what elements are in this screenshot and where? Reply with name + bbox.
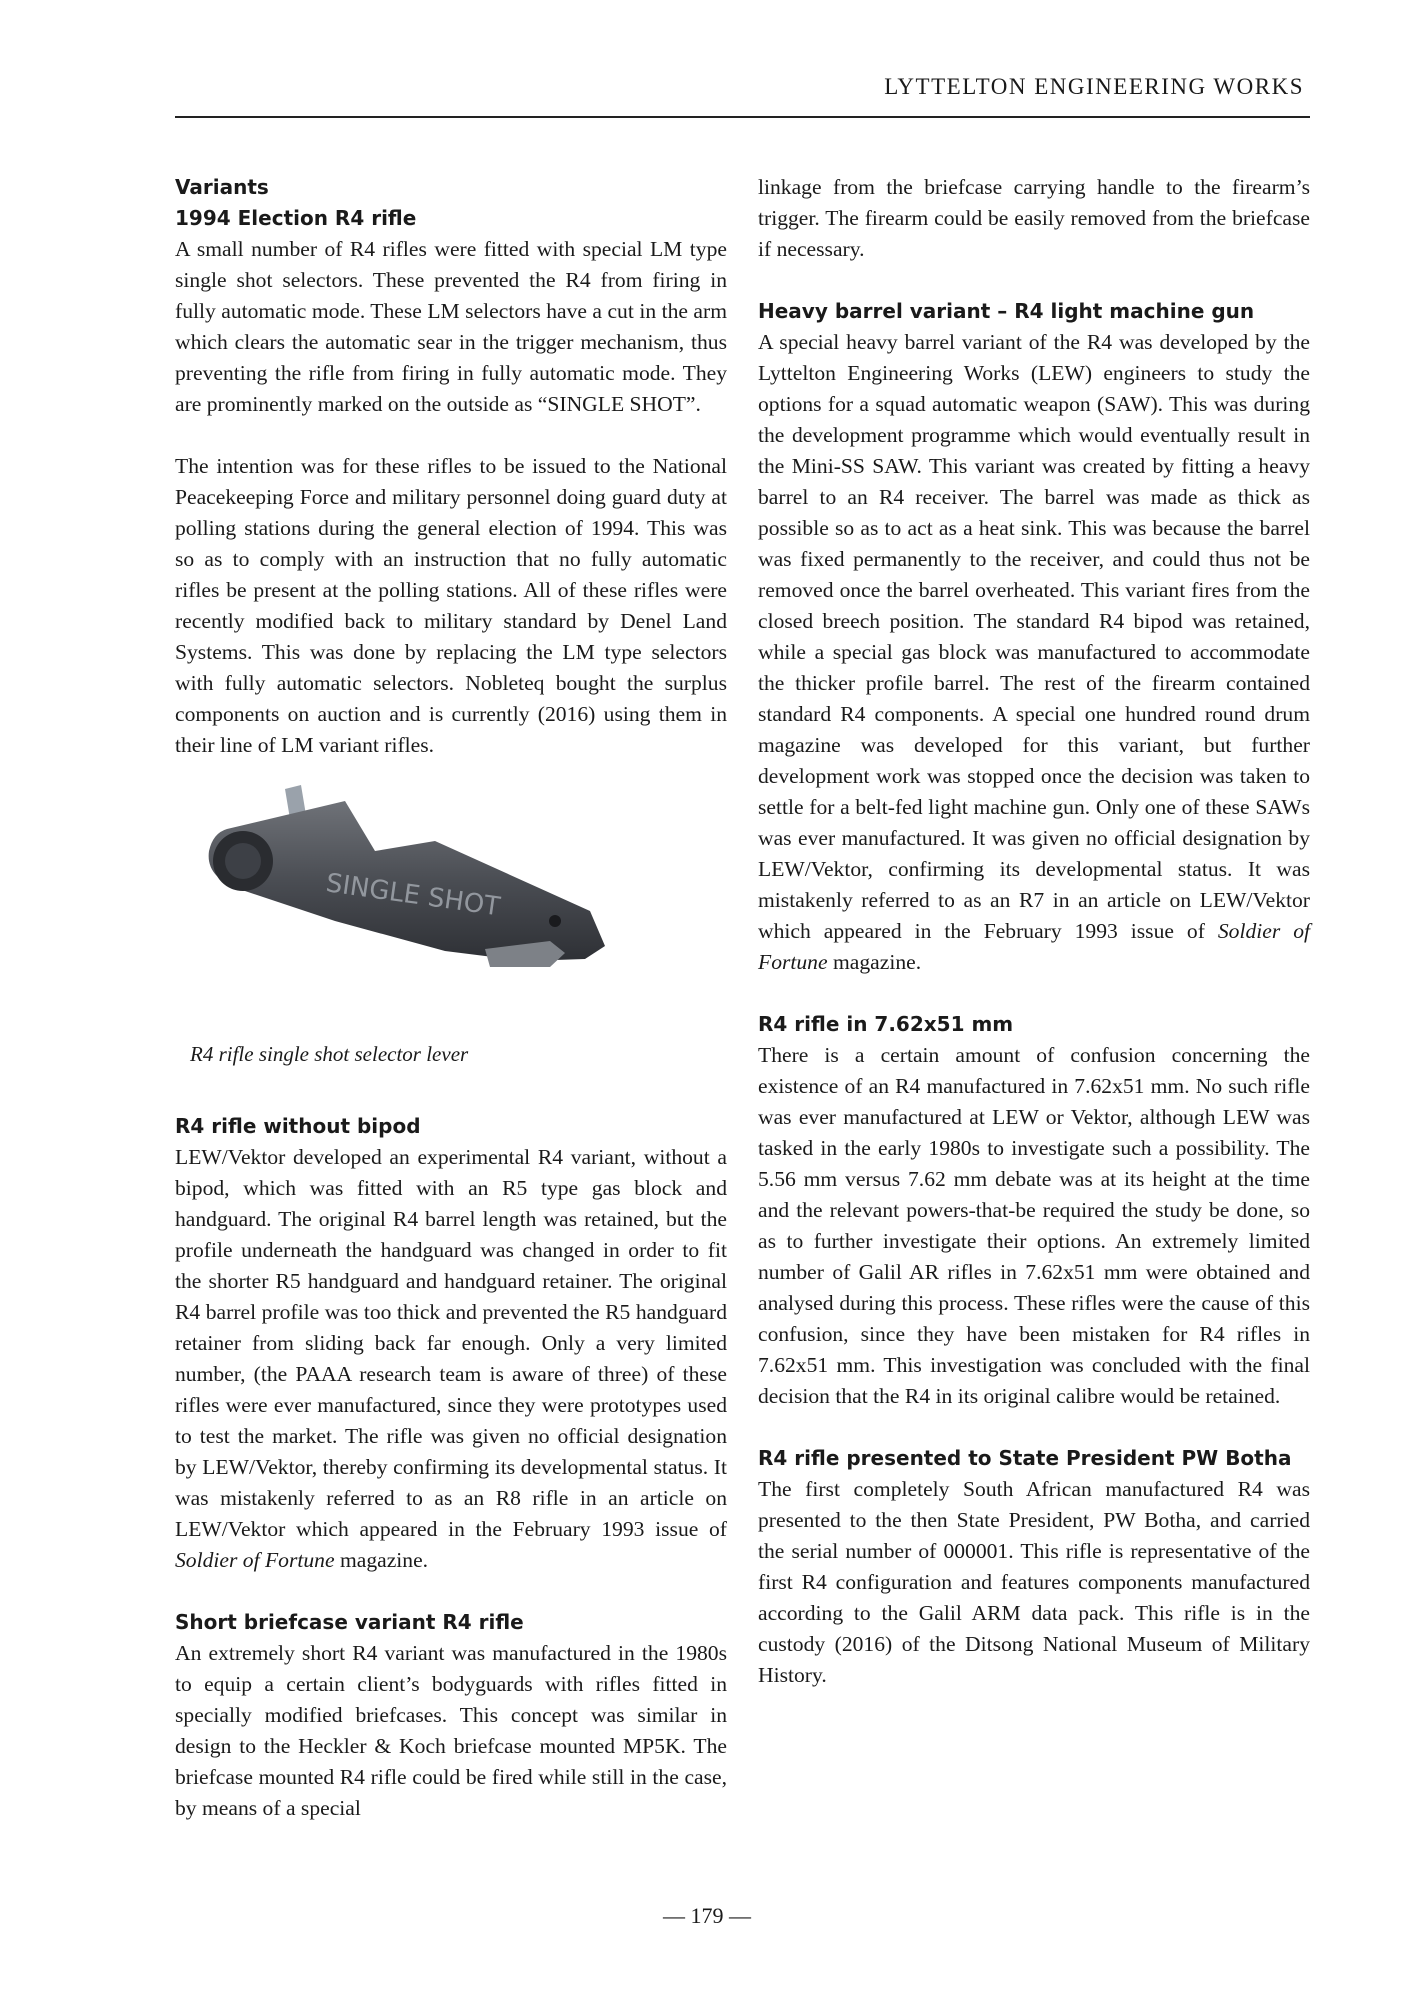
subheading-heavy-barrel: Heavy barrel variant – R4 light machine gun <box>758 299 1255 323</box>
subheading-pw-botha: R4 rifle presented to State President PW Botha <box>758 1446 1292 1470</box>
selector-marking-text: SINGLE SHOT <box>324 868 502 923</box>
page-number: — 179 — <box>663 1903 751 1928</box>
selector-lever-image <box>185 771 725 1036</box>
header-title: LYTTELTON ENGINEERING WORKS <box>884 74 1304 99</box>
running-header <box>175 70 1310 118</box>
paragraph: There is a certain amount of confusion concerning the existence of an R4 manufactured in 7.62x51 mm. No such rifle was ever manufactured at LEW or Vektor, although LEW was tasked in the early 1980s to investigate such a possibility. The 5.56 mm versus 7.62 mm debate was at its height at the time and the relevant powers-that-be required the study be done, so as to further investigate their options. An extremely limited number of Galil AR rifles in 7.62x51 mm were obtained and analysed during this process. These rifles were the cause of this confusion, since they have been mistaken for R4 rifles in 7.62x51 mm. This investigation was concluded with the final decision that the R4 in its original calibre would be retained. <box>758 1043 1310 1408</box>
paragraph: LEW/Vektor developed an experimental R4 variant, without a bipod, which was fitted with an R5 type gas block and handguard. The original R4 barrel length was retained, but the profile underneath the handguard was changed in order to fit the shorter R5 handguard and handguard retainer. The original R4 barrel profile was too thick and prevented the R5 handguard retainer from sliding back far enough. Only a very limited number, (the PAAA research team is aware of three) of these rifles were ever manufactured, since they were prototypes used to test the market. The rifle was given no official designation by LEW/Vektor, thereby confirming its developmental status. It was mistakenly referred to as an R8 rifle in an article on LEW/Vektor which appeared in the February 1993 issue of Soldier of Fortune magazine. <box>175 1145 727 1572</box>
subheading-briefcase-variant: Short briefcase variant R4 rifle <box>175 1610 524 1634</box>
figure-selector-lever <box>175 771 727 1111</box>
subheading-1994-election: 1994 Election R4 rifle <box>175 206 417 230</box>
paragraph: linkage from the briefcase carrying handle to the firearm’s trigger. The firearm could be easily removed from the briefcase if necessary. <box>758 175 1310 261</box>
paragraph: The intention was for these rifles to be issued to the National Peacekeeping Force and military personnel doing guard duty at polling stations during the general election of 1994. This was so as to comply with an instruction that no fully automatic rifles be present at the polling stations. All of these rifles were recently modified back to military standard by Denel Land Systems. This was done by replacing the LM type selectors with fully automatic selectors. Nobleteq bought the surplus components on auction and is currently (2016) using them in their line of LM variant rifles. <box>175 454 727 757</box>
paragraph: A small number of R4 rifles were fitted with special LM type single shot selectors. These prevented the R4 from firing in fully automatic mode. These LM selectors have a cut in the arm which clears the automatic sear in the trigger mechanism, thus preventing the rifle from firing in fully automatic mode. They are prominently marked on the outside as “SINGLE SHOT”. <box>175 237 727 416</box>
paragraph: A special heavy barrel variant of the R4 was developed by the Lyttelton Engineering Works (LEW) engineers to study the options for a squad automatic weapon (SAW). This was during the development programme which would eventually result in the Mini-SS SAW. This variant was created by fitting a heavy barrel to an R4 receiver. The barrel was made as thick as possible so as to act as a heat sink. This was because the barrel was fixed permanently to the receiver, and could thus not be removed once the barrel overheated. This variant fires from the closed breech position. The standard R4 bipod was retained, while a special gas block was manufactured to accommodate the thicker profile barrel. The rest of the firearm contained standard R4 components. A special one hundred round drum magazine was developed for this variant, but further development work was stopped once the decision was taken to settle for a belt-fed light machine gun. Only one of these SAWs was ever manufactured. It was given no official designation by LEW/Vektor, confirming its developmental status. It was mistakenly referred to as an R7 in an article on LEW/Vektor which appeared in the February 1993 issue of Soldier of Fortune magazine. <box>758 330 1310 974</box>
subheading-762: R4 rifle in 7.62x51 mm <box>758 1012 1014 1036</box>
right-column <box>758 172 1310 1691</box>
paragraph: An extremely short R4 variant was manufactured in the 1980s to equip a certain client’s bodyguards with rifles fitted in specially modified briefcases. This concept was similar in design to the Heckler & Koch briefcase mounted MP5K. The briefcase mounted R4 rifle could be fired while still in the case, by means of a special <box>175 1641 727 1820</box>
section-heading-variants: Variants <box>175 175 269 199</box>
paragraph: The first completely South African manufactured R4 was presented to the then State President, PW Botha, and carried the serial number of 000001. This rifle is representative of the first R4 configuration and features components manufactured according to the Galil ARM data pack. This rifle is in the custody (2016) of the Ditsong National Museum of Military History. <box>758 1477 1310 1687</box>
figure-caption: R4 rifle single shot selector lever <box>190 1042 469 1066</box>
left-column <box>175 172 727 1824</box>
subheading-without-bipod: R4 rifle without bipod <box>175 1114 421 1138</box>
